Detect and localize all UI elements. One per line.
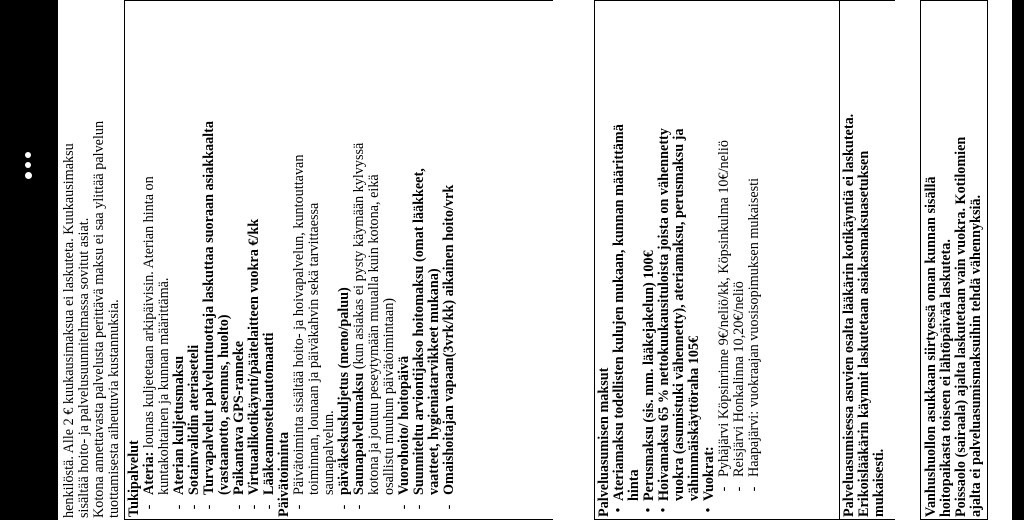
list-item [172, 5, 187, 519]
rent-text: Pyhäjärvi Köpsinrinne 9€/neliö/kk, Köpsinkulma 10€/neliö [716, 140, 732, 477]
text-line [397, 356, 412, 495]
text-line [642, 250, 657, 501]
list-item-text [187, 345, 202, 495]
text-run: Turvapalvelut palveluntuottaja laskuttaa suoraan asiakkaalta [201, 121, 217, 495]
text-line [442, 185, 457, 495]
list-item [657, 5, 702, 519]
dash-marker: - [441, 504, 457, 510]
artifact-dot [25, 172, 32, 179]
list-item [442, 5, 457, 519]
rent-item [717, 5, 732, 519]
list-item [702, 5, 717, 519]
text-run: kuntakohtainen ja kunnan määrittämä. [156, 277, 172, 495]
list-item-text [642, 250, 657, 501]
intro-line: henkilöstä. Alle 2 € kuukausimaksua ei laskuteta. Kuukausimaksu [61, 143, 77, 518]
text-line [172, 356, 187, 495]
dash-marker: - [141, 504, 157, 510]
list-item [412, 5, 442, 519]
list-item-text [232, 341, 247, 495]
doctor-line: Erikoislääkärin käynnit laskutetaan asiakasmaksuasetuksen [856, 150, 872, 517]
text-line [142, 176, 157, 495]
list-item [262, 5, 277, 519]
list-item-text [262, 333, 277, 495]
intro-line: tuottamisesta aiheutuvia kustannuksia. [106, 299, 122, 518]
palveluasuminen-section [597, 5, 762, 519]
dash-marker: - [231, 504, 247, 510]
dash-marker: - [201, 504, 217, 510]
doctor-line: mukaisesti. [871, 448, 887, 517]
dash-marker: - [186, 504, 202, 510]
list-item-text [172, 356, 187, 495]
text-run: osallistu muuhun päivätoimintaan) [381, 297, 397, 495]
text-run: päiväkeskuskuljetus (meno/paluu) [336, 287, 352, 495]
elderly-care-line: ajalta ei palveluasumismaksuihin tehdä vähennyksiä. [968, 194, 984, 517]
elderly-care-box [920, 0, 988, 520]
list-item [612, 5, 642, 519]
list-item-text [702, 446, 717, 501]
dash-marker: - [731, 486, 747, 492]
text-run: Sotainvalidin ateriaseteli [186, 344, 202, 495]
document-page [58, 0, 1024, 520]
list-item [292, 5, 337, 519]
text-line [427, 168, 442, 495]
list-item-text [292, 155, 337, 495]
section-title: Tukipalvelut [126, 440, 142, 517]
intro-line: Kotona annettavasta palvelusta perittävä maksu ei saa ylittää palvelun [91, 120, 107, 518]
section-title: Päivätoiminta [276, 431, 292, 517]
dash-marker: - [291, 504, 307, 510]
text-run: hinta [626, 469, 642, 501]
doctor-section [842, 3, 887, 519]
text-run: Aterian kuljetusmaksu [171, 355, 187, 495]
text-run: Omaishoitajan vapaan(3vrk/kk) aikainen hoito/vrk [441, 184, 457, 495]
elderly-care-line: Vanhushuollon asukkaan siirtyessä oman kunnan sisällä [923, 176, 939, 517]
list-item-text [412, 168, 442, 495]
text-run: (kun asiakas ei pysty käymään kylvyssä [351, 142, 367, 373]
text-run: Päivätoiminta sisältää hoito- ja hoivapalvelun, kuntouttavan [291, 154, 307, 495]
artifact-dot [25, 162, 31, 168]
doctor-line: Palveluasumisessa asuvien osalta lääkärin kotikäyntiä ei laskuteta. [841, 113, 857, 517]
text-run: vaatteet, hygieniatarvikkeet mukana) [426, 268, 442, 495]
list-item [337, 5, 352, 519]
list-item-text [142, 176, 172, 495]
text-line [412, 168, 427, 495]
doctor-box [839, 0, 895, 520]
text-line [657, 128, 672, 501]
text-run: Virtuaalikotikäynti/päätelaitteen vuokra €/kk [246, 218, 262, 495]
text-run: Suunniteltu arviontijakso hoitomaksu (omat lääkkeet, [411, 168, 427, 495]
text-line [382, 143, 397, 495]
text-run: Paikantava GPS-ranneke [231, 340, 247, 495]
text-run: Ateriamaksu todellisten kulujen mukaan, kunnan määrittämä [611, 124, 627, 501]
tukipalvelut-section [127, 5, 457, 519]
text-line [187, 345, 202, 495]
list-item [642, 5, 657, 519]
list-item-text [612, 124, 642, 501]
text-run: Lääkeannosteluautomaatti [261, 332, 277, 495]
rent-text: Haapajärvi: vuokraajan vuosisopimuksen mukaisesti [746, 177, 762, 477]
rent-text: Reisjärvi Honkalinna 10,20€/neliö [731, 281, 747, 477]
list-item [397, 5, 412, 519]
support-services-box [124, 0, 553, 520]
list-item-text [337, 287, 352, 495]
scan-artifact-dots [22, 150, 48, 184]
text-line [337, 287, 352, 495]
bullet-marker: • [701, 507, 717, 513]
text-run: Saunapalvelumaksu [351, 372, 367, 495]
dash-marker: - [261, 504, 277, 510]
text-line [232, 341, 247, 495]
list-item-text [397, 356, 412, 495]
text-run: Hoivamaksu 65 % nettokuukausituloista joista on vähennetty [656, 128, 672, 501]
text-run: Vuorohoito/ hoitopäivä [396, 355, 412, 495]
text-line [352, 143, 367, 495]
list-item [187, 5, 202, 519]
dash-marker: - [336, 504, 352, 510]
intro-paragraph [62, 4, 122, 518]
list-item-text [657, 128, 702, 501]
text-run: toiminnan, lounaan ja päiväkahvin sekä tarvittaessa [306, 202, 322, 495]
text-line [702, 446, 717, 501]
list-item-text [442, 185, 457, 495]
text-run: kotona ja joutuu peseytymään muualla kuin kotona, eikä [366, 174, 382, 495]
assisted-living-box [594, 0, 840, 520]
elderly-care-line: hoitopaikasta toiseen ei lähtöpäivää laskuteta. [938, 239, 954, 517]
text-line [307, 155, 322, 495]
text-line [367, 143, 382, 495]
elderly-care-section [924, 3, 984, 519]
text-line [627, 124, 642, 501]
dash-marker: - [396, 504, 412, 510]
list-item [352, 5, 397, 519]
list-item-text [247, 219, 262, 495]
elderly-care-line: Poissaolo (sairaala) ajalta laskutetaan vain vuokra. Kotilomien [953, 136, 969, 517]
rent-item [732, 5, 747, 519]
intro-line: sisältää hoito- ja palvelusuunnitelmassa sovitut asiat. [76, 217, 92, 518]
dash-marker: - [171, 504, 187, 510]
text-line [247, 219, 262, 495]
text-run: vähimmäiskäyttöraha 105€ [686, 335, 702, 501]
text-run: Perusmaksu (sis. mm. lääkejakelun) 100€ [641, 250, 657, 501]
text-line [202, 121, 217, 495]
dash-marker: - [411, 504, 427, 510]
bullet-marker: • [656, 507, 672, 513]
text-run: Vuokrat: [701, 446, 717, 501]
list-item [142, 5, 172, 519]
dash-marker: - [351, 504, 367, 510]
text-run: (vastaanotto, asennus, huolto) [216, 314, 232, 495]
bullet-marker: • [611, 507, 627, 513]
text-line [612, 124, 627, 501]
text-line [687, 128, 702, 501]
text-run: Ateria: [141, 451, 157, 495]
scanner-edge [0, 0, 58, 520]
text-line [217, 121, 232, 495]
text-run: lounas kuljetetaan arkipäivisin. Aterian hinta on [141, 176, 157, 452]
rent-item [747, 5, 762, 519]
text-line [262, 333, 277, 495]
text-run: saunapalvelun. [321, 410, 337, 495]
list-item [232, 5, 247, 519]
list-item-text [202, 121, 232, 495]
text-line [157, 176, 172, 495]
text-line [672, 128, 687, 501]
dash-marker: - [716, 486, 732, 492]
text-line [322, 155, 337, 495]
text-run: vuokra (asumistuki vähennetty), ateriamaksu, perusmaksu ja [671, 128, 687, 501]
list-item [247, 5, 262, 519]
scanner-edge-right [1012, 0, 1024, 520]
section-title: Palveluasumisen maksut [596, 367, 612, 517]
bullet-marker: • [641, 507, 657, 513]
list-item [202, 5, 232, 519]
dash-marker: - [746, 486, 762, 492]
text-line [292, 155, 307, 495]
list-item-text [352, 143, 397, 495]
dash-marker: - [246, 504, 262, 510]
artifact-dot [25, 152, 31, 158]
